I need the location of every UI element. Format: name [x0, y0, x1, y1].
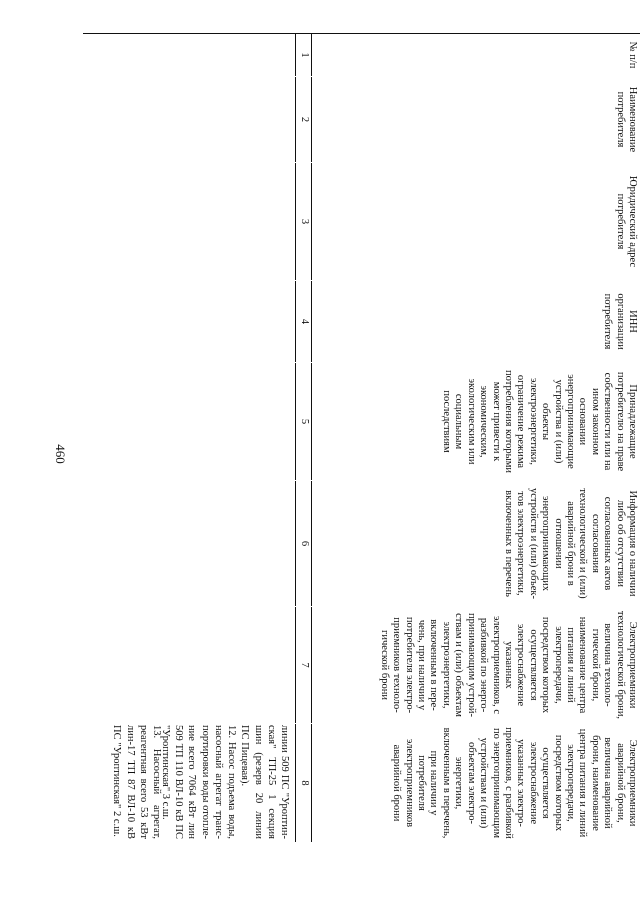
page-number: 460 — [53, 444, 68, 464]
column-number-7: 7 — [295, 607, 311, 723]
column-number-2: 2 — [295, 77, 311, 162]
column-number-5: 5 — [295, 363, 311, 480]
header-cell-2: Наименование потребителя — [311, 77, 640, 162]
header-cell-4: ИНН организации потребителя — [311, 281, 640, 362]
list-item: линии 509 ПС "Уроптинская" ТП-25 1 секция шин (резерв 20 линии ПС Пицевая). — [239, 725, 290, 839]
list-item: 13. Насосный агрегат, реагентная всего 53 кВт лин-17 ТП 87 ВЛ-10 кВ ПС "Уроптинская" 2 с.ш. — [111, 725, 162, 839]
header-cell-1: № п/п — [311, 34, 640, 76]
header-cell-8: Электроприемники аварийной брони, величина аварийной брони, наименование центра питания и линий электропередачи, посредством которых осуществляется электроснабжение указанных электроприемников, с разбивкой по энергопринимающим устройствам и (или) объектам электроэнергетики, включенным в перечень, при наличии у потребителя электроприемников аварийной брони — [311, 724, 640, 842]
list-item: 12. Насос подъема воды, насосный агрегат транспортировки воды отопление всего 7064 кВт лин 509 ТП 110 ВЛ-10 кВ ПС "Уроптинская" 3 с.ш. — [159, 725, 237, 839]
column-number-8: 8 — [295, 724, 311, 842]
column-number-1: 1 — [295, 34, 311, 76]
rotated-table-page — [84, 33, 640, 868]
column-number-4: 4 — [295, 281, 311, 362]
column-number-6: 6 — [295, 481, 311, 606]
header-cell-7: Электроприемники технологической брони, величина технологической брони, наименование центра питания и линий электропередачи, посредством которых осуществляется электроснабжение указанных электроприемников, с разбивкой по энергопринимающим устройствам и (или) объектам электроэнергетики, включенным в перечень, при наличии у потребителя электроприемников технологической брони — [311, 607, 640, 723]
column-8-entries — [84, 33, 640, 841]
column-number-3: 3 — [295, 163, 311, 280]
header-cell-3: Юридический адрес потребителя — [311, 163, 640, 280]
header-cell-6: Информация о наличии либо об отсутствии согласованных актов согласования технологической и (или) аварийной брони в отношении энергопринимающих устройств и (или) объектов электроэнергетики, включенных в перечень — [311, 481, 640, 606]
header-cell-5: Принадлежащие потребителю на праве собственности или на ином законном основании энергопринимающие устройства и (или) объекты электроэнергетики, ограничение режима потребления которыми может привести к экономическим, экологическим или социальным последствиям — [311, 363, 640, 480]
